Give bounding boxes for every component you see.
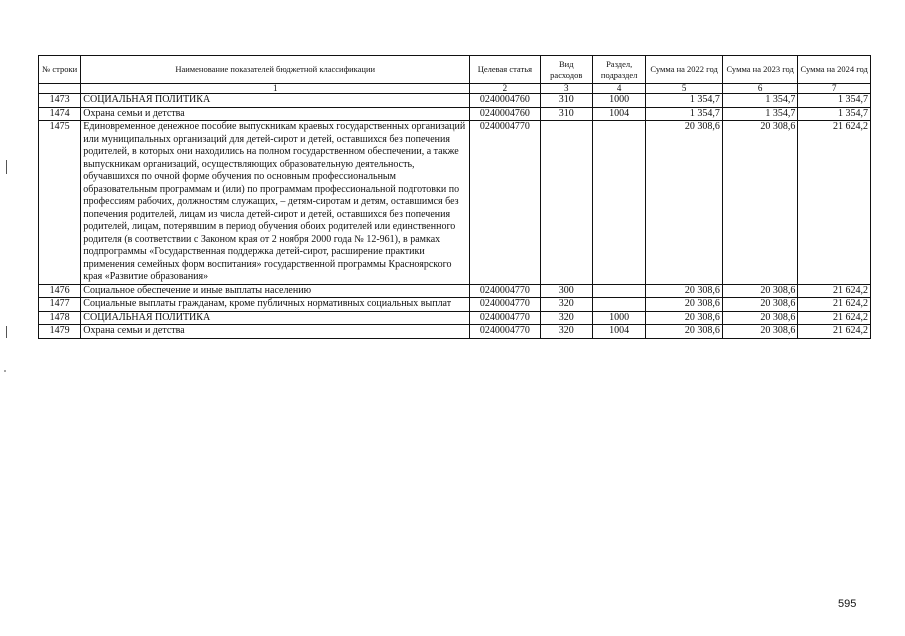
- row-number: 1473: [39, 94, 81, 108]
- section-code: [592, 298, 645, 312]
- target-article: 0240004760: [470, 94, 541, 108]
- expense-type: 310: [540, 107, 592, 121]
- column-number: 1: [81, 84, 470, 94]
- sum-2022: 1 354,7: [646, 94, 723, 108]
- indicator-name: СОЦИАЛЬНАЯ ПОЛИТИКА: [81, 94, 470, 108]
- section-code: [592, 121, 645, 285]
- header-sum-2022: Сумма на 2022 год: [646, 56, 723, 84]
- target-article: 0240004770: [470, 284, 541, 298]
- section-code: 1004: [592, 107, 645, 121]
- indicator-name: СОЦИАЛЬНАЯ ПОЛИТИКА: [81, 311, 470, 325]
- expense-type: 300: [540, 284, 592, 298]
- section-code: 1000: [592, 94, 645, 108]
- scan-margin-mark: [6, 326, 7, 338]
- expense-type: 310: [540, 94, 592, 108]
- sum-2022: 1 354,7: [646, 107, 723, 121]
- column-number: 7: [798, 84, 871, 94]
- table-row: [39, 298, 871, 312]
- column-number-row: [39, 84, 871, 94]
- scan-speck: [4, 370, 6, 372]
- sum-2023: 20 308,6: [722, 121, 798, 285]
- section-code: 1000: [592, 311, 645, 325]
- header-indicator-name: Наименование показателей бюджетной классификации: [81, 56, 470, 84]
- row-number: 1478: [39, 311, 81, 325]
- header-sum-2023: Сумма на 2023 год: [722, 56, 798, 84]
- column-number: 5: [646, 84, 723, 94]
- header-row-number: № строки: [39, 56, 81, 84]
- sum-2022: 20 308,6: [646, 325, 723, 339]
- sum-2022: 20 308,6: [646, 121, 723, 285]
- target-article: 0240004770: [470, 121, 541, 285]
- sum-2024: 21 624,2: [798, 325, 871, 339]
- column-number: 2: [470, 84, 541, 94]
- target-article: 0240004770: [470, 325, 541, 339]
- indicator-name: Социальные выплаты гражданам, кроме публичных нормативных социальных выплат: [81, 298, 470, 312]
- header-expense-type: Вид расходов: [540, 56, 592, 84]
- column-number: [39, 84, 81, 94]
- row-number: 1477: [39, 298, 81, 312]
- sum-2023: 20 308,6: [722, 284, 798, 298]
- expense-type: [540, 121, 592, 285]
- header-target-article: Целевая статья: [470, 56, 541, 84]
- sum-2024: 21 624,2: [798, 121, 871, 285]
- sum-2024: 21 624,2: [798, 284, 871, 298]
- indicator-name: Единовременное денежное пособие выпускникам краевых государственных организаций или муниципальных организаций для детей-сирот и детей, оставшихся без попечения родителей, в которых они находились на полном государственном обеспечении, а также выпускникам организаций, осуществляющих образовательную деятельность, обучавшихся по очной форме обучения по основным профессиональным образовательным программам и (или) по программам профессиональной подготовки по профессиям рабочих, должностям служащих, – детям-сиротам и детям, оставшимся без попечения родителей, лицам из числа детей-сирот и детей, оставшихся без попечения родителей, лицам, потерявшим в период обучения обоих родителей или единственного родителя (в соответствии с Законом края от 2 ноября 2000 года № 12-961), в рамках подпрограммы «Государственная поддержка детей-сирот, расширение практики применения семейных форм воспитания» государственной программы Красноярского края «Развитие образования»: [81, 121, 470, 285]
- table-row: [39, 311, 871, 325]
- expense-type: 320: [540, 311, 592, 325]
- table-header-row: [39, 56, 871, 84]
- target-article: 0240004770: [470, 298, 541, 312]
- indicator-name: Охрана семьи и детства: [81, 325, 470, 339]
- sum-2023: 1 354,7: [722, 107, 798, 121]
- page-number: 595: [838, 598, 857, 610]
- row-number: 1474: [39, 107, 81, 121]
- row-number: 1476: [39, 284, 81, 298]
- sum-2023: 20 308,6: [722, 298, 798, 312]
- sum-2024: 21 624,2: [798, 311, 871, 325]
- expense-type: 320: [540, 298, 592, 312]
- sum-2022: 20 308,6: [646, 298, 723, 312]
- table-row: [39, 94, 871, 108]
- target-article: 0240004770: [470, 311, 541, 325]
- header-sum-2024: Сумма на 2024 год: [798, 56, 871, 84]
- expense-type: 320: [540, 325, 592, 339]
- sum-2023: 20 308,6: [722, 311, 798, 325]
- column-number: 4: [592, 84, 645, 94]
- sum-2023: 20 308,6: [722, 325, 798, 339]
- scan-margin-mark: [6, 160, 7, 174]
- indicator-name: Охрана семьи и детства: [81, 107, 470, 121]
- row-number: 1475: [39, 121, 81, 285]
- table-row: [39, 121, 871, 285]
- section-code: [592, 284, 645, 298]
- section-code: 1004: [592, 325, 645, 339]
- sum-2022: 20 308,6: [646, 284, 723, 298]
- budget-table: [38, 55, 871, 339]
- table-row: [39, 107, 871, 121]
- sum-2022: 20 308,6: [646, 311, 723, 325]
- column-number: 3: [540, 84, 592, 94]
- table-row: [39, 325, 871, 339]
- table-row: [39, 284, 871, 298]
- header-section: Раздел, подраздел: [592, 56, 645, 84]
- sum-2024: 1 354,7: [798, 94, 871, 108]
- sum-2024: 1 354,7: [798, 107, 871, 121]
- target-article: 0240004760: [470, 107, 541, 121]
- sum-2023: 1 354,7: [722, 94, 798, 108]
- column-number: 6: [722, 84, 798, 94]
- row-number: 1479: [39, 325, 81, 339]
- sum-2024: 21 624,2: [798, 298, 871, 312]
- indicator-name: Социальное обеспечение и иные выплаты населению: [81, 284, 470, 298]
